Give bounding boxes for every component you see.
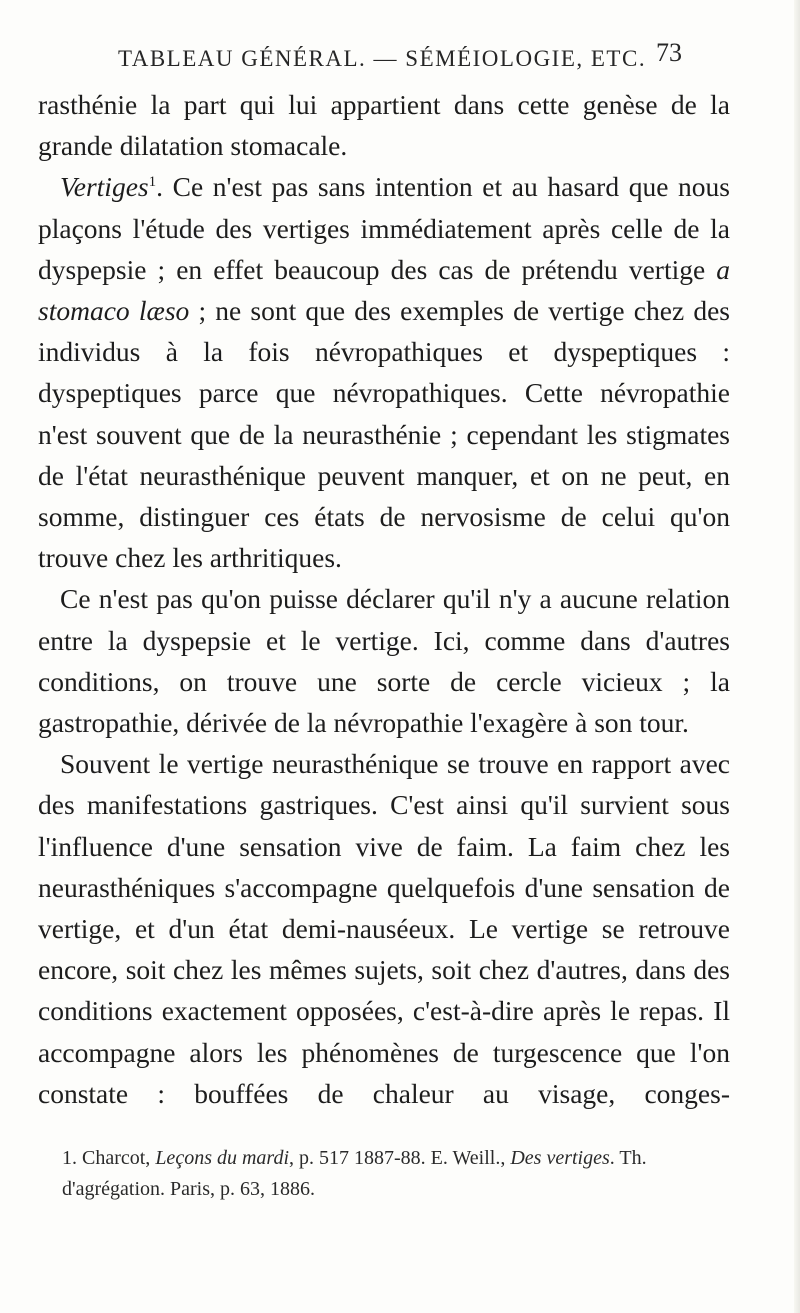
paragraph-vertiges bbox=[38, 166, 730, 578]
footnote-ref: 1 bbox=[148, 174, 157, 191]
cited-title: Des vertiges bbox=[510, 1147, 610, 1169]
body-text bbox=[38, 84, 730, 1114]
paragraph-text: ; ne sont que des exemples de vertige chez des individus à la fois névropathiques et dyspeptiques : dyspeptiques parce que névropathiques. Cette névropathie n'est souvent que de la neurasthénie ; cependant les stigmates de l'état neurasthénique peuvent manquer, et on ne peut, en somme, distinguer ces états de nervosisme de celui qu'on trouve chez les arthritiques. bbox=[38, 295, 731, 574]
latin-phrase: a stomaco læso bbox=[38, 253, 730, 327]
scan-edge bbox=[794, 0, 800, 1313]
running-head: TABLEAU GÉNÉRAL. — SÉMÉIOLOGIE, ETC. bbox=[118, 46, 647, 71]
section-heading: Vertiges bbox=[60, 171, 149, 203]
paragraph-faim: Souvent le vertige neurasthénique se trouve en rapport avec des manifestations gastriques. C'est ainsi qu'il survient sous l'influence d'une sensation vive de faim. La faim chez les neurasthéniques s'accompagne quelquefois d'une sensation de vertige, et d'un état demi-nauséeux. Le vertige se retrouve encore, soit chez les mêmes sujets, soit chez d'autres, dans des conditions exactement opposées, c'est-à-dire après le repas. Il accompagne alors les phénomènes de turgescence que l'on constate : bouffées de chaleur au visage, conges- bbox=[38, 748, 730, 1109]
page-number: 73 bbox=[656, 38, 682, 67]
footnote: 1. Charcot, Leçons du mardi, p. 517 1887-88. E. Weill., Des vertiges. Th. d'agrégation. Paris, p. 63, 1886. bbox=[62, 1147, 647, 1200]
footnote-number: 1. bbox=[62, 1147, 77, 1169]
paragraph-continuation: rasthénie la part qui lui appartient dans cette genèse de la grande dilatation stomacale. bbox=[38, 89, 730, 162]
paragraph-text: . Ce n'est pas sans intention et au hasard que nous plaçons l'étude des vertiges immédiatement après celle de la dyspepsie ; en effet beaucoup des cas de prétendu vertige bbox=[38, 171, 730, 285]
cited-title: Leçons du mardi bbox=[155, 1147, 290, 1169]
paragraph-relation: Ce n'est pas qu'on puisse déclarer qu'il n'y a aucune relation entre la dyspepsie et le vertige. Ici, comme dans d'autres conditions, on trouve une sorte de cercle vicieux ; la gastropathie, dérivée de la névropathie l'exagère à son tour. bbox=[38, 583, 730, 739]
footnotes bbox=[38, 1143, 738, 1205]
